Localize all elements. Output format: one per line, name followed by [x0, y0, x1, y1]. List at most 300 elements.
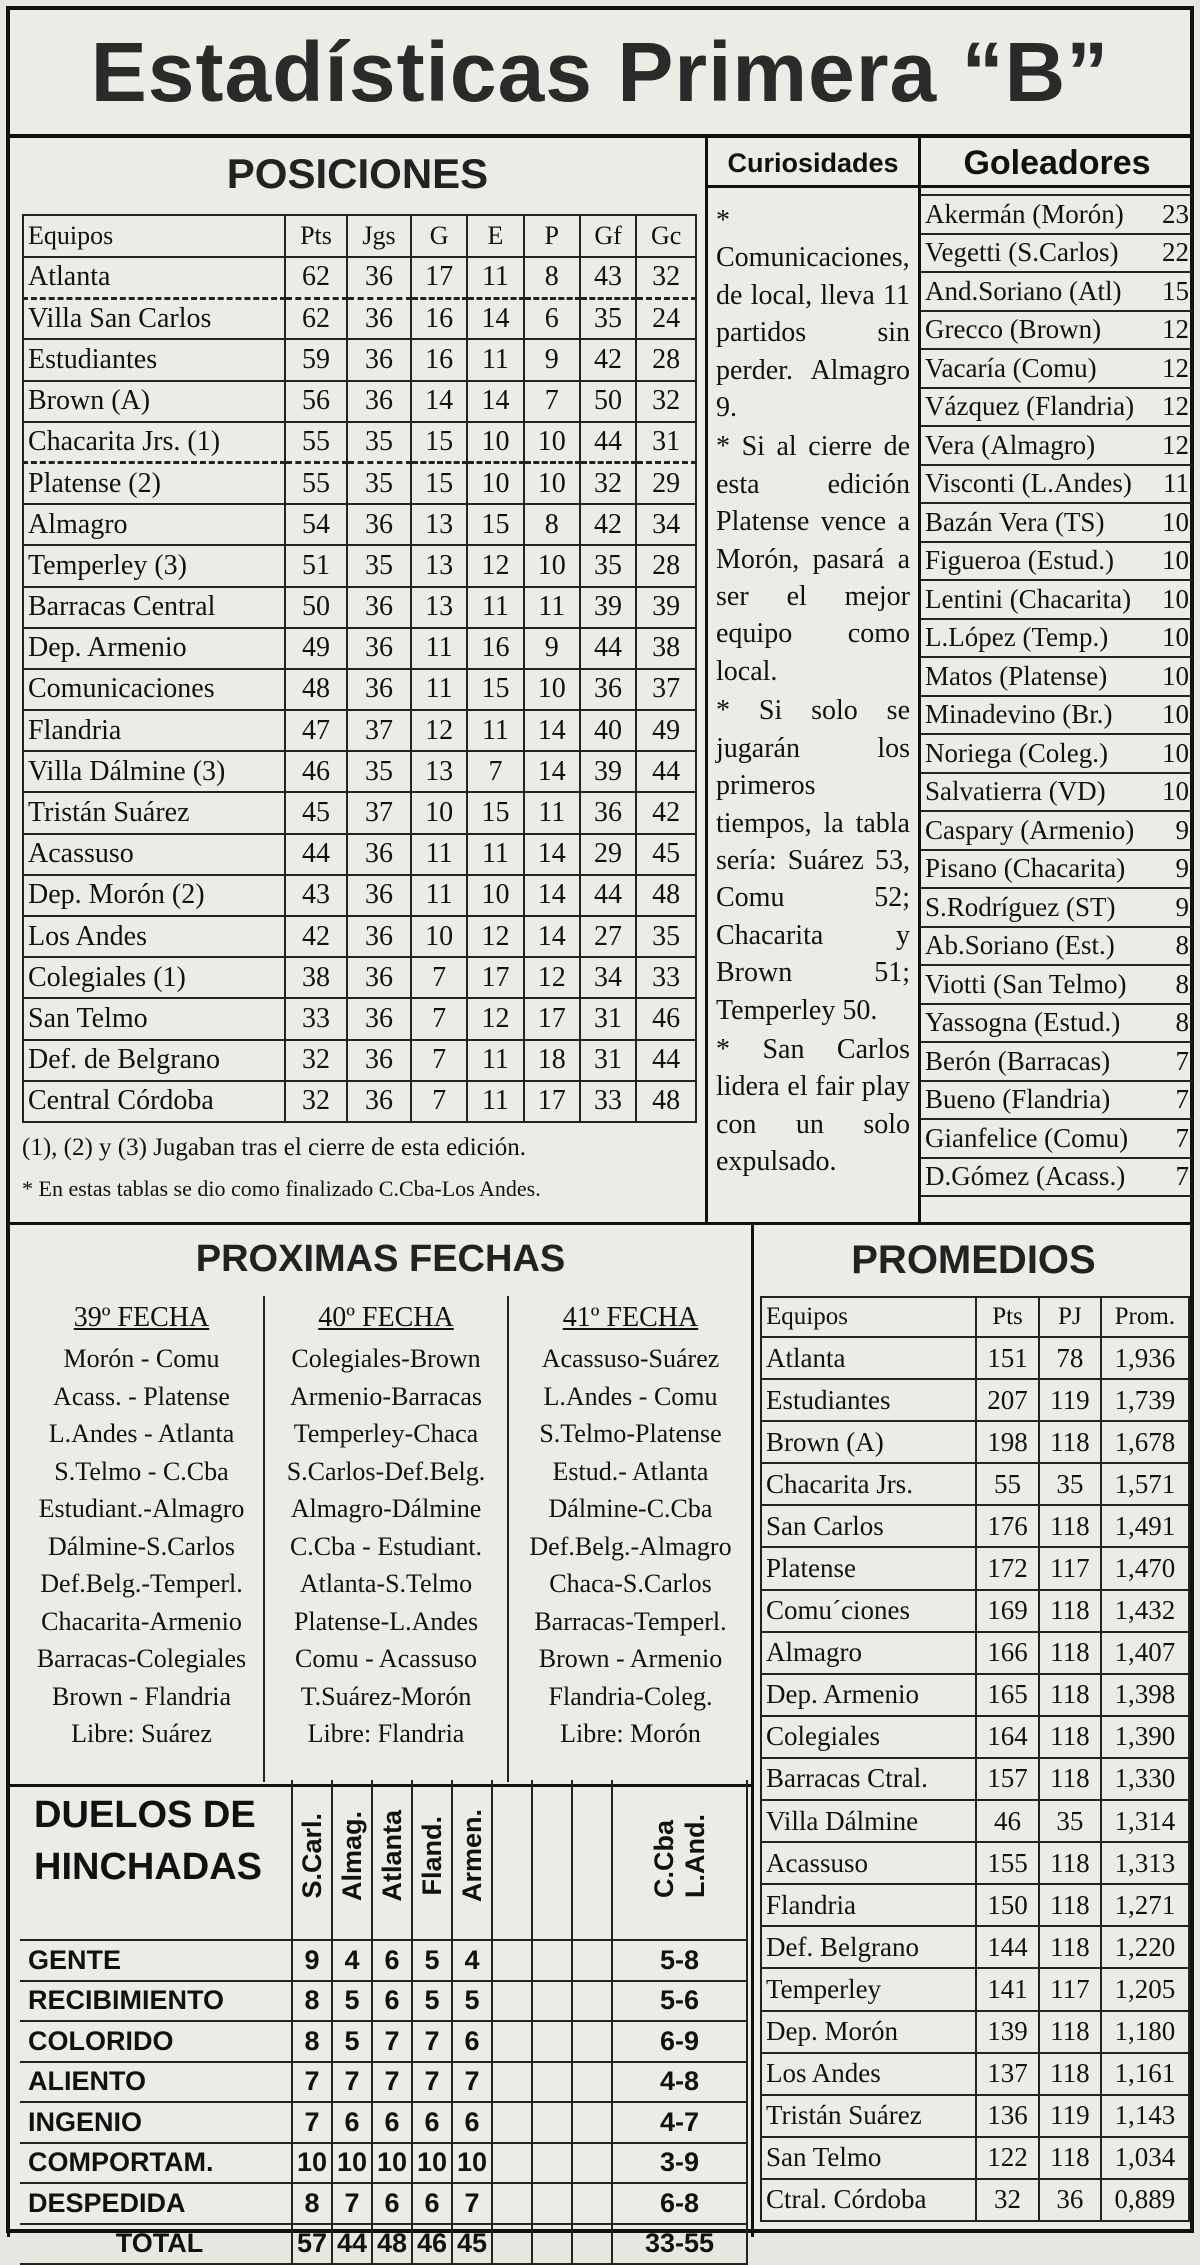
posiciones-col-header: E	[467, 215, 523, 257]
stat-cell: 44	[636, 1040, 696, 1081]
duelo-score	[492, 2062, 532, 2103]
stat-cell: 36	[347, 916, 411, 957]
duelo-score	[492, 2021, 532, 2062]
table-row	[23, 504, 696, 545]
duelo-score	[572, 1940, 612, 1981]
curiosidades-text	[708, 198, 918, 1187]
scorer-row	[921, 965, 1193, 1004]
stat-cell: 36	[347, 875, 411, 916]
table-row	[761, 1758, 1189, 1800]
stat-cell: 59	[285, 339, 347, 380]
posiciones-col-header: G	[411, 215, 467, 257]
match-item: L.Andes - Comu	[543, 1381, 718, 1411]
duelo-score: 6	[412, 2102, 452, 2143]
stat-cell: 46	[636, 998, 696, 1039]
match-item: Estudiant.-Almagro	[38, 1494, 245, 1523]
scorer-row	[921, 349, 1193, 388]
posiciones-col-header: Equipos	[23, 215, 285, 257]
team-name: Flandria	[23, 710, 285, 751]
scorer-goals: 10	[1155, 542, 1193, 581]
curiosidad-item: * Si al cierre de esta edición Platense vence a Morón, pasará a ser el mejor equipo como local.	[716, 431, 910, 687]
posiciones-table	[22, 214, 697, 1123]
duelo-score: 6	[372, 1981, 412, 2022]
stat-cell: 46	[285, 751, 347, 792]
duelo-label: RECIBIMIENTO	[20, 1981, 292, 2022]
match-item: Libre: Morón	[560, 1719, 701, 1748]
scorer-name: Caspary (Armenio)	[921, 811, 1155, 850]
table-row	[23, 834, 696, 875]
stat-cell: 118	[1039, 1632, 1101, 1674]
duelo-label: ALIENTO	[20, 2062, 292, 2103]
scorer-name: Vegetti (S.Carlos)	[921, 234, 1155, 273]
duelo-result: 6-9	[612, 2021, 747, 2062]
stat-cell: 169	[976, 1590, 1039, 1632]
stat-cell: 44	[580, 628, 636, 669]
stat-cell: 207	[976, 1379, 1039, 1421]
duelo-total-score: 57	[292, 2224, 332, 2265]
scorer-name: Matos (Platense)	[921, 657, 1155, 696]
team-name: Temperley	[761, 1968, 976, 2010]
duelo-row	[20, 2102, 747, 2143]
scorer-goals: 9	[1155, 888, 1193, 927]
stat-cell: 49	[636, 710, 696, 751]
promedios-col-header: Equipos	[761, 1297, 976, 1337]
duelos-header-row	[20, 1780, 747, 1940]
stat-cell: 35	[347, 463, 411, 504]
stat-cell: 33	[285, 998, 347, 1039]
stat-cell: 1,313	[1101, 1842, 1189, 1884]
stat-cell: 144	[976, 1926, 1039, 1968]
duelo-row	[20, 2143, 747, 2184]
scorer-row	[921, 195, 1193, 234]
stat-cell: 36	[580, 669, 636, 710]
stat-cell: 54	[285, 504, 347, 545]
table-row	[23, 957, 696, 998]
stat-cell: 117	[1039, 1968, 1101, 2010]
stat-cell: 1,739	[1101, 1379, 1189, 1421]
stat-cell: 28	[636, 545, 696, 586]
duelo-score: 5	[332, 1981, 372, 2022]
stat-cell: 17	[524, 998, 580, 1039]
stat-cell: 11	[411, 669, 467, 710]
stat-cell: 32	[285, 1040, 347, 1081]
team-header-label: Armen.	[456, 1809, 487, 1903]
stats-page	[6, 6, 1194, 2259]
scorer-goals: 10	[1155, 657, 1193, 696]
table-row	[761, 1590, 1189, 1632]
duelo-score: 7	[332, 2062, 372, 2103]
stat-cell: 14	[411, 381, 467, 422]
duelo-result: 5-8	[612, 1940, 747, 1981]
team-name: Chacarita Jrs.	[761, 1463, 976, 1505]
scorer-name: S.Rodríguez (ST)	[921, 888, 1155, 927]
stat-cell: 119	[1039, 2095, 1101, 2137]
stat-cell: 55	[976, 1463, 1039, 1505]
scorer-name: Vacaría (Comu)	[921, 349, 1155, 388]
scorer-goals: 7	[1155, 1158, 1193, 1197]
stat-cell: 47	[285, 710, 347, 751]
duelo-total-score: 45	[452, 2224, 492, 2265]
stat-cell: 36	[347, 669, 411, 710]
match-item: Morón - Comu	[63, 1344, 220, 1373]
scorer-row	[921, 811, 1193, 850]
stat-cell: 39	[636, 587, 696, 628]
duelo-row	[20, 2021, 747, 2062]
team-name: Platense	[761, 1547, 976, 1589]
table-row	[23, 587, 696, 628]
stat-cell: 62	[285, 257, 347, 298]
goleadores-heading: Goleadores	[921, 138, 1193, 188]
team-name: Barracas Central	[23, 587, 285, 628]
match-item: Libre: Suárez	[71, 1719, 212, 1748]
duelo-score: 7	[292, 2102, 332, 2143]
match-item: Dálmine-C.Cba	[548, 1494, 713, 1523]
scorer-row	[921, 272, 1193, 311]
scorer-goals: 7	[1155, 1119, 1193, 1158]
team-name: Platense (2)	[23, 463, 285, 504]
team-header	[332, 1780, 372, 1940]
stat-cell: 10	[467, 875, 523, 916]
scorer-row	[921, 1042, 1193, 1081]
curiosidades-section	[705, 138, 921, 1225]
scorer-goals: 10	[1155, 773, 1193, 812]
table-row	[761, 2095, 1189, 2137]
stat-cell: 55	[285, 422, 347, 463]
table-row	[761, 1547, 1189, 1589]
scorer-goals: 10	[1155, 734, 1193, 773]
stat-cell: 9	[524, 339, 580, 380]
stat-cell: 7	[411, 957, 467, 998]
stat-cell: 49	[285, 628, 347, 669]
team-header-label: Fland.	[416, 1816, 447, 1896]
duelo-total-score: 44	[332, 2224, 372, 2265]
stat-cell: 11	[467, 339, 523, 380]
stat-cell: 13	[411, 545, 467, 586]
stat-cell: 11	[467, 710, 523, 751]
table-row	[761, 2011, 1189, 2053]
table-row	[761, 1379, 1189, 1421]
stat-cell: 10	[524, 422, 580, 463]
stat-cell: 24	[636, 298, 696, 339]
stat-cell: 45	[285, 792, 347, 833]
scorer-row	[921, 888, 1193, 927]
stat-cell: 9	[524, 628, 580, 669]
stat-cell: 14	[524, 916, 580, 957]
table-row	[761, 2179, 1189, 2221]
table-row	[761, 1632, 1189, 1674]
duelo-score	[492, 2183, 532, 2224]
stat-cell: 36	[580, 792, 636, 833]
duelo-score: 5	[332, 2021, 372, 2062]
scorer-name: And.Soriano (Atl)	[921, 272, 1155, 311]
stat-cell: 10	[524, 669, 580, 710]
scorer-goals: 10	[1155, 580, 1193, 619]
scorer-name: D.Gómez (Acass.)	[921, 1158, 1155, 1197]
duelo-score: 6	[452, 2021, 492, 2062]
stat-cell: 1,271	[1101, 1884, 1189, 1926]
scorer-name: Bazán Vera (TS)	[921, 503, 1155, 542]
duelo-score: 10	[372, 2143, 412, 2184]
stat-cell: 119	[1039, 1379, 1101, 1421]
stat-cell: 10	[524, 545, 580, 586]
scorer-row	[921, 426, 1193, 465]
scorer-name: Berón (Barracas)	[921, 1042, 1155, 1081]
stat-cell: 78	[1039, 1337, 1101, 1379]
stat-cell: 118	[1039, 1926, 1101, 1968]
duelo-score	[572, 2143, 612, 2184]
duelo-score: 6	[452, 2102, 492, 2143]
team-name: Tristán Suárez	[761, 2095, 976, 2137]
stat-cell: 1,330	[1101, 1758, 1189, 1800]
stat-cell: 141	[976, 1968, 1039, 2010]
stat-cell: 11	[467, 1040, 523, 1081]
table-row	[761, 1337, 1189, 1379]
duelos-table	[20, 1780, 748, 2265]
posiciones-section	[7, 138, 708, 1225]
promedios-col-header: Pts	[976, 1297, 1039, 1337]
page-title: Estadísticas Primera “B”	[10, 10, 1190, 138]
stat-cell: 15	[467, 669, 523, 710]
stat-cell: 16	[411, 298, 467, 339]
stat-cell: 42	[636, 792, 696, 833]
stat-cell: 36	[347, 257, 411, 298]
stat-cell: 48	[285, 669, 347, 710]
scorer-name: Noriega (Coleg.)	[921, 734, 1155, 773]
stat-cell: 35	[347, 545, 411, 586]
table-row	[761, 1800, 1189, 1842]
team-name: Estudiantes	[761, 1379, 976, 1421]
stat-cell: 1,407	[1101, 1632, 1189, 1674]
stat-cell: 35	[1039, 1800, 1101, 1842]
scorer-row	[921, 1119, 1193, 1158]
stat-cell: 118	[1039, 2011, 1101, 2053]
stat-cell: 32	[580, 463, 636, 504]
posiciones-heading: POSICIONES	[226, 150, 489, 197]
table-row	[761, 1421, 1189, 1463]
stat-cell: 45	[636, 834, 696, 875]
table-row	[23, 751, 696, 792]
match-item: Estud.- Atlanta	[552, 1456, 709, 1486]
duelo-score: 7	[372, 2062, 412, 2103]
stat-cell: 36	[347, 998, 411, 1039]
stat-cell: 12	[524, 957, 580, 998]
team-name: Brown (A)	[761, 1421, 976, 1463]
stat-cell: 118	[1039, 1505, 1101, 1547]
stat-cell: 164	[976, 1716, 1039, 1758]
duelo-label: INGENIO	[20, 2102, 292, 2143]
stat-cell: 10	[524, 463, 580, 504]
stat-cell: 32	[976, 2179, 1039, 2221]
table-row	[761, 1463, 1189, 1505]
stat-cell: 44	[580, 875, 636, 916]
posiciones-col-header: Pts	[285, 215, 347, 257]
match-item: Brown - Flandria	[51, 1681, 232, 1711]
stat-cell: 12	[467, 916, 523, 957]
duelo-score: 6	[372, 1940, 412, 1981]
scorer-goals: 8	[1155, 1004, 1193, 1043]
posiciones-note-2: * En estas tablas se dio como finalizado C.Cba-Los Andes.	[22, 1176, 541, 1201]
team-header	[452, 1780, 492, 1940]
duelo-score	[492, 1981, 532, 2022]
match-item: Almagro-Dálmine	[290, 1494, 482, 1523]
stat-cell: 1,571	[1101, 1463, 1189, 1505]
match-item: Flandria-Coleg.	[548, 1681, 713, 1711]
stat-cell: 11	[467, 834, 523, 875]
fecha-title: 41º FECHA	[562, 1302, 699, 1333]
stat-cell: 37	[636, 669, 696, 710]
table-row	[23, 875, 696, 916]
stat-cell: 15	[411, 463, 467, 504]
duelo-result: 4-8	[612, 2062, 747, 2103]
team-name: San Carlos	[761, 1505, 976, 1547]
duelo-score: 6	[372, 2102, 412, 2143]
duelo-score: 7	[292, 2062, 332, 2103]
team-name: Central Córdoba	[23, 1081, 285, 1122]
stat-cell: 34	[636, 504, 696, 545]
stat-cell: 11	[467, 587, 523, 628]
stat-cell: 17	[411, 257, 467, 298]
team-name: Villa San Carlos	[23, 298, 285, 339]
duelo-score: 8	[292, 2183, 332, 2224]
duelo-row	[20, 1940, 747, 1981]
team-name: San Telmo	[23, 998, 285, 1039]
stat-cell: 14	[467, 381, 523, 422]
stat-cell: 1,491	[1101, 1505, 1189, 1547]
duelo-label: GENTE	[20, 1940, 292, 1981]
table-row	[23, 916, 696, 957]
stat-cell: 36	[347, 957, 411, 998]
table-row	[23, 381, 696, 422]
stat-cell: 157	[976, 1758, 1039, 1800]
duelo-score	[532, 2062, 572, 2103]
stat-cell: 16	[411, 339, 467, 380]
duelo-score	[572, 2102, 612, 2143]
scorer-goals: 15	[1155, 272, 1193, 311]
team-header	[532, 1780, 572, 1940]
team-name: Acassuso	[761, 1842, 976, 1884]
stat-cell: 14	[524, 834, 580, 875]
duelo-score: 7	[412, 2021, 452, 2062]
stat-cell: 17	[467, 957, 523, 998]
duelo-score	[532, 2021, 572, 2062]
team-name: Tristán Suárez	[23, 792, 285, 833]
stat-cell: 36	[347, 834, 411, 875]
match-item: L.Andes - Atlanta	[48, 1419, 235, 1448]
stat-cell: 29	[636, 463, 696, 504]
stat-cell: 36	[347, 1040, 411, 1081]
stat-cell: 14	[524, 875, 580, 916]
team-name: Comunicaciones	[23, 669, 285, 710]
duelo-score	[572, 2021, 612, 2062]
team-name: Ctral. Córdoba	[761, 2179, 976, 2221]
stat-cell: 1,470	[1101, 1547, 1189, 1589]
proximas-section	[7, 1222, 754, 1787]
stat-cell: 48	[636, 875, 696, 916]
duelos-section	[7, 1774, 754, 2259]
promedios-table	[760, 1296, 1190, 2222]
stat-cell: 176	[976, 1505, 1039, 1547]
stat-cell: 13	[411, 504, 467, 545]
stat-cell: 32	[636, 381, 696, 422]
stat-cell: 7	[411, 1040, 467, 1081]
table-row	[23, 257, 696, 298]
stat-cell: 118	[1039, 1716, 1101, 1758]
stat-cell: 198	[976, 1421, 1039, 1463]
stat-cell: 28	[636, 339, 696, 380]
duelo-total-label: TOTAL	[20, 2224, 292, 2265]
duelo-score	[492, 2102, 532, 2143]
table-row	[23, 710, 696, 751]
duelo-score: 10	[452, 2143, 492, 2184]
stat-cell: 1,143	[1101, 2095, 1189, 2137]
stat-cell: 14	[467, 298, 523, 339]
team-header	[492, 1780, 532, 1940]
stat-cell: 117	[1039, 1547, 1101, 1589]
team-name: Villa Dálmine (3)	[23, 751, 285, 792]
stat-cell: 44	[285, 834, 347, 875]
stat-cell: 11	[411, 834, 467, 875]
match-item: Platense-L.Andes	[293, 1606, 479, 1636]
stat-cell: 35	[347, 422, 411, 463]
table-row	[23, 669, 696, 710]
stat-cell: 18	[524, 1040, 580, 1081]
scorer-name: Gianfelice (Comu)	[921, 1119, 1155, 1158]
scorer-row	[921, 850, 1193, 889]
scorer-row	[921, 311, 1193, 350]
duelo-score	[572, 2183, 612, 2224]
scorer-name: Akermán (Morón)	[921, 195, 1155, 234]
match-item: Colegiales-Brown	[291, 1344, 481, 1373]
duelo-total-score: 46	[412, 2224, 452, 2265]
team-name: Villa Dálmine	[761, 1800, 976, 1842]
stat-cell: 36	[1039, 2179, 1101, 2221]
posiciones-col-header: P	[524, 215, 580, 257]
stat-cell: 1,220	[1101, 1926, 1189, 1968]
stat-cell: 12	[411, 710, 467, 751]
match-item: C.Cba - Estudiant.	[289, 1531, 483, 1561]
stat-cell: 1,390	[1101, 1716, 1189, 1758]
fecha-title: 40º FECHA	[318, 1302, 454, 1333]
result-header-1: C.Cba	[648, 1819, 679, 1898]
stat-cell: 36	[347, 298, 411, 339]
fecha-column	[265, 1296, 509, 1782]
duelo-result: 4-7	[612, 2102, 747, 2143]
duelos-heading-1: DUELOS DE	[34, 1794, 256, 1836]
stat-cell: 36	[347, 381, 411, 422]
stat-cell: 36	[347, 587, 411, 628]
scorer-name: Viotti (San Telmo)	[921, 965, 1155, 1004]
team-header	[372, 1780, 412, 1940]
duelo-row	[20, 2183, 747, 2224]
team-name: Atlanta	[761, 1337, 976, 1379]
duelo-row	[20, 1981, 747, 2022]
team-name: Def. Belgrano	[761, 1926, 976, 1968]
stat-cell: 118	[1039, 1421, 1101, 1463]
duelo-score	[532, 1940, 572, 1981]
team-name: Dep. Armenio	[761, 1674, 976, 1716]
stat-cell: 137	[976, 2053, 1039, 2095]
scorer-goals: 9	[1155, 811, 1193, 850]
stat-cell: 51	[285, 545, 347, 586]
stat-cell: 15	[411, 422, 467, 463]
scorer-row	[921, 696, 1193, 735]
stat-cell: 42	[580, 504, 636, 545]
stat-cell: 39	[580, 587, 636, 628]
stat-cell: 40	[580, 710, 636, 751]
match-item: Libre: Flandria	[307, 1719, 465, 1748]
scorer-name: Salvatierra (VD)	[921, 773, 1155, 812]
scorer-name: Ab.Soriano (Est.)	[921, 927, 1155, 966]
